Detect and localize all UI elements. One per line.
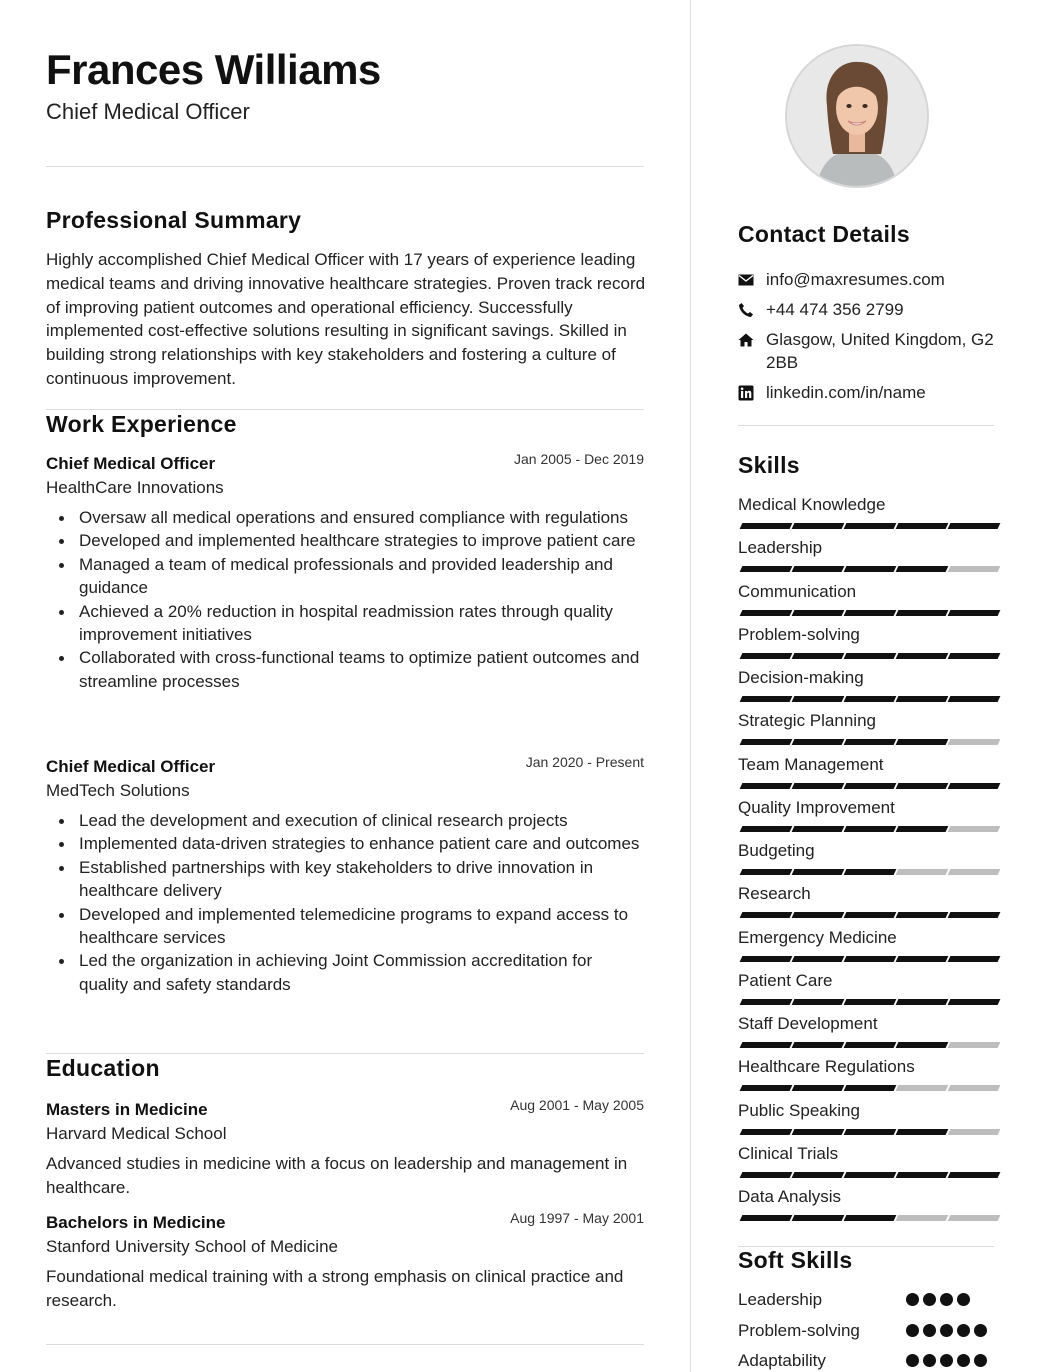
skill-name: Patient Care [738, 970, 833, 990]
skill-item [738, 710, 994, 753]
skill-bar-filled [844, 1215, 897, 1221]
skill-bar-filled [740, 1042, 793, 1048]
skill-bar-filled [792, 739, 845, 745]
skill-bar-filled [792, 1085, 845, 1091]
rating-dot-filled [957, 1324, 970, 1337]
skill-name: Medical Knowledge [738, 495, 886, 514]
skill-bar-filled [740, 1172, 793, 1178]
skill-bar-filled [740, 1215, 793, 1221]
job-bullet: Led the organization in achieving Joint Commission accreditation for quality and safety standards [46, 949, 644, 996]
skill-bar-filled [896, 739, 949, 745]
rating-dot-filled [957, 1293, 970, 1306]
skills-heading: Skills [738, 452, 800, 478]
skill-bar-empty [948, 566, 1001, 572]
skill-bar-filled [896, 826, 949, 832]
skill-bar-filled [948, 783, 1001, 789]
skill-bar-filled [740, 999, 793, 1005]
skill-item [738, 754, 994, 797]
rating-dot-filled [906, 1324, 919, 1337]
job-bullet: Lead the development and execution of clinical research projects [46, 809, 644, 832]
job-bullets [46, 506, 644, 693]
skill-name: Research [738, 884, 811, 904]
skill-level-bars [738, 1085, 994, 1091]
skill-bar-filled [740, 739, 793, 745]
skill-item [738, 1143, 994, 1186]
skill-bar-filled [896, 1042, 949, 1048]
skill-level-bars [738, 1129, 994, 1135]
skill-bar-filled [792, 912, 845, 918]
school: Stanford University School of Medicine [46, 1237, 338, 1256]
job-bullet: Developed and implemented healthcare strategies to improve patient care [46, 529, 644, 552]
skill-item [738, 667, 994, 710]
skill-bar-filled [844, 739, 897, 745]
soft-skill-name: Leadership [738, 1290, 823, 1309]
summary-heading: Professional Summary [46, 207, 302, 233]
skill-bar-filled [896, 610, 949, 616]
skill-item [738, 1186, 994, 1229]
skill-name: Budgeting [738, 841, 815, 860]
skill-level-bars [738, 566, 994, 572]
skill-name: Team Management [738, 754, 884, 774]
header-divider [46, 166, 644, 167]
skill-bar-filled [948, 653, 1001, 659]
skill-bar-filled [792, 869, 845, 875]
skill-level-bars [738, 1042, 994, 1048]
skill-bar-filled [740, 1129, 793, 1135]
skill-bar-filled [792, 523, 845, 529]
skill-name: Clinical Trials [738, 1143, 839, 1163]
skill-item [738, 883, 994, 926]
skill-bar-filled [844, 1129, 897, 1135]
rating-dot-filled [923, 1293, 936, 1306]
education-entry [46, 1099, 644, 1200]
skill-level-bars [738, 739, 994, 745]
skill-item [738, 1056, 994, 1099]
candidate-title: Chief Medical Officer [46, 99, 250, 124]
contact-list [738, 268, 994, 411]
skill-level-bars [738, 869, 994, 875]
rating-dot-filled [940, 1324, 953, 1337]
skill-bar-filled [792, 783, 845, 789]
skill-name: Decision-making [738, 668, 864, 687]
skill-item [738, 624, 994, 667]
contact-divider [738, 425, 994, 426]
skill-bar-empty [948, 1129, 1001, 1135]
job-entry [46, 756, 644, 996]
job-bullet: Established partnerships with key stakeholders to drive innovation in healthcare delivery [46, 856, 644, 903]
skill-bar-filled [792, 653, 845, 659]
skill-name: Problem-solving [738, 624, 860, 644]
skill-level-bars [738, 783, 994, 789]
skill-bar-empty [948, 1042, 1001, 1048]
rating-dot-filled [940, 1354, 953, 1367]
experience-heading: Work Experience [46, 411, 237, 437]
skill-bar-filled [844, 653, 897, 659]
skill-item [738, 840, 994, 883]
summary-divider [46, 409, 644, 410]
skill-bar-filled [844, 1042, 897, 1048]
skill-bar-filled [792, 566, 845, 572]
skill-bar-filled [740, 783, 793, 789]
skill-item [738, 581, 994, 624]
skill-bar-filled [896, 696, 949, 702]
education-dates: Aug 2001 - May 2005 [510, 1097, 644, 1113]
skill-bar-filled [896, 956, 949, 962]
skill-item [738, 494, 994, 537]
skill-bar-filled [844, 1172, 897, 1178]
rating-dot-filled [906, 1293, 919, 1306]
skill-bar-filled [948, 610, 1001, 616]
job-bullet: Developed and implemented telemedicine programs to expand access to healthcare services [46, 903, 644, 950]
skill-bar-filled [948, 1172, 1001, 1178]
skill-name: Quality Improvement [738, 797, 895, 817]
phone-icon [738, 302, 754, 318]
skill-bar-filled [896, 653, 949, 659]
rating-dot-filled [957, 1354, 970, 1367]
email-text: info@maxresumes.com [766, 270, 945, 289]
education-dates: Aug 1997 - May 2001 [510, 1210, 644, 1226]
rating-dot-filled [923, 1324, 936, 1337]
job-bullet: Achieved a 20% reduction in hospital readmission rates through quality improvement initiatives [46, 600, 644, 647]
skill-bar-filled [844, 783, 897, 789]
skill-level-bars [738, 610, 994, 616]
skill-name: Data Analysis [738, 1187, 841, 1206]
skill-level-bars [738, 523, 994, 529]
skill-bar-filled [844, 696, 897, 702]
skill-name: Communication [738, 581, 857, 601]
skill-bar-empty [948, 1215, 1001, 1221]
rating-dot-filled [923, 1354, 936, 1367]
skill-level-bars [738, 696, 994, 702]
skill-level-bars [738, 1172, 994, 1178]
rating-dot-filled [906, 1354, 919, 1367]
skill-item [738, 1013, 994, 1056]
skill-bar-filled [792, 956, 845, 962]
school: Harvard Medical School [46, 1124, 227, 1143]
column-divider [690, 0, 691, 1372]
profile-photo [785, 44, 929, 188]
skill-bar-empty [948, 869, 1001, 875]
job-company: MedTech Solutions [46, 781, 190, 800]
address-text: Glasgow, United Kingdom, G2 2BB [766, 330, 994, 372]
skill-bar-filled [896, 912, 949, 918]
job-dates: Jan 2020 - Present [525, 754, 644, 770]
education-entry [46, 1212, 644, 1313]
degree: Masters in Medicine [46, 1100, 208, 1119]
envelope-icon [738, 272, 754, 288]
skill-name: Healthcare Regulations [738, 1057, 915, 1077]
skill-bar-filled [896, 566, 949, 572]
skill-bar-filled [896, 1172, 949, 1178]
skill-level-bars [738, 999, 994, 1005]
job-role: Chief Medical Officer [46, 454, 216, 473]
skill-level-bars [738, 956, 994, 962]
skill-bar-filled [740, 956, 793, 962]
soft-skills-heading: Soft Skills [738, 1247, 853, 1273]
skill-bar-filled [740, 566, 793, 572]
contact-phone[interactable] [738, 298, 994, 321]
skill-bar-filled [948, 912, 1001, 918]
skill-name: Staff Development [738, 1014, 878, 1033]
skill-bar-filled [896, 1129, 949, 1135]
job-bullets [46, 809, 644, 996]
job-bullet: Implemented data-driven strategies to enhance patient care and outcomes [46, 832, 644, 855]
skill-bar-filled [844, 826, 897, 832]
rating-dot-filled [940, 1293, 953, 1306]
skill-level-bars [738, 653, 994, 659]
education-heading: Education [46, 1055, 160, 1081]
soft-skill-item [738, 1319, 994, 1350]
skill-item [738, 537, 994, 580]
skill-level-bars [738, 826, 994, 832]
contact-address [738, 328, 994, 374]
skill-bar-filled [896, 999, 949, 1005]
skill-bar-filled [844, 1085, 897, 1091]
soft-skill-item [738, 1349, 994, 1372]
skill-bar-filled [740, 869, 793, 875]
skill-bar-filled [896, 783, 949, 789]
skill-bar-filled [844, 912, 897, 918]
contact-linkedin[interactable] [738, 381, 994, 404]
avatar-illustration [787, 46, 927, 186]
skill-bar-filled [948, 999, 1001, 1005]
skill-level-bars [738, 1215, 994, 1221]
skill-bar-filled [948, 523, 1001, 529]
skill-bar-filled [844, 999, 897, 1005]
skill-bar-filled [740, 653, 793, 659]
soft-skill-name: Problem-solving [738, 1320, 860, 1340]
summary-text: Highly accomplished Chief Medical Officer with 17 years of experience leading medical teams and driving innovative healthcare strategies. Proven track record of improving patient outcomes and operational efficiency. Successfully implemented cost-effective solutions resulting in significant savings. Skilled in building strong relationships with key stakeholders and fostering a culture of continuous improvement. [46, 250, 646, 388]
soft-skill-item [738, 1288, 994, 1319]
skill-bar-filled [740, 912, 793, 918]
job-dates: Jan 2005 - Dec 2019 [514, 451, 644, 467]
skill-bar-filled [792, 696, 845, 702]
skill-name: Public Speaking [738, 1100, 860, 1120]
linkedin-icon [738, 385, 754, 401]
skill-bar-filled [844, 566, 897, 572]
candidate-name: Frances Williams [46, 46, 381, 93]
soft-skills-list [738, 1288, 994, 1372]
skill-bar-filled [844, 610, 897, 616]
skill-bar-filled [844, 523, 897, 529]
skill-name: Strategic Planning [738, 711, 876, 731]
job-bullet: Managed a team of medical professionals and provided leadership and guidance [46, 553, 644, 600]
skill-bar-filled [740, 523, 793, 529]
skill-item [738, 797, 994, 840]
education-divider [46, 1344, 644, 1345]
job-entry [46, 453, 644, 693]
education-description: Foundational medical training with a strong emphasis on clinical practice and research. [46, 1267, 624, 1310]
skill-item [738, 1100, 994, 1143]
contact-heading: Contact Details [738, 221, 910, 247]
skill-bar-filled [740, 1085, 793, 1091]
education-description: Advanced studies in medicine with a focus on leadership and management in healthcare. [46, 1154, 628, 1197]
skill-bar-empty [948, 739, 1001, 745]
skill-bar-filled [740, 826, 793, 832]
experience-divider [46, 1053, 644, 1054]
linkedin-text: linkedin.com/in/name [766, 383, 926, 402]
rating-dot-partial [974, 1324, 987, 1337]
skill-item [738, 927, 994, 970]
skill-bar-filled [792, 1042, 845, 1048]
home-icon [738, 332, 754, 348]
skill-name: Leadership [738, 538, 823, 558]
skill-bar-empty [896, 1085, 949, 1091]
skill-bar-empty [948, 1085, 1001, 1091]
skill-bar-empty [948, 826, 1001, 832]
skill-level-bars [738, 912, 994, 918]
job-bullet: Oversaw all medical operations and ensured compliance with regulations [46, 506, 644, 529]
skill-name: Emergency Medicine [738, 927, 897, 947]
skill-bar-filled [948, 956, 1001, 962]
rating-dot-empty [974, 1293, 987, 1306]
skill-bar-filled [740, 696, 793, 702]
skill-bar-filled [792, 999, 845, 1005]
skill-bar-filled [844, 956, 897, 962]
skill-item [738, 970, 994, 1013]
skill-bar-filled [896, 523, 949, 529]
skill-bar-empty [896, 869, 949, 875]
soft-skill-name: Adaptability [738, 1351, 826, 1370]
contact-email[interactable] [738, 268, 994, 291]
skill-bar-empty [896, 1215, 949, 1221]
rating-dot-partial [974, 1354, 987, 1367]
skill-bar-filled [844, 869, 897, 875]
phone-text: +44 474 356 2799 [766, 300, 904, 319]
skill-bar-filled [792, 1129, 845, 1135]
skill-bar-filled [792, 610, 845, 616]
job-company: HealthCare Innovations [46, 478, 224, 497]
skill-bar-filled [740, 610, 793, 616]
skill-bar-filled [948, 696, 1001, 702]
skills-list [738, 494, 994, 1229]
skill-bar-filled [792, 826, 845, 832]
job-role: Chief Medical Officer [46, 757, 216, 776]
job-bullet: Collaborated with cross-functional teams to optimize patient outcomes and streamline processes [46, 646, 644, 693]
skill-bar-filled [792, 1172, 845, 1178]
degree: Bachelors in Medicine [46, 1213, 226, 1232]
skill-bar-filled [792, 1215, 845, 1221]
